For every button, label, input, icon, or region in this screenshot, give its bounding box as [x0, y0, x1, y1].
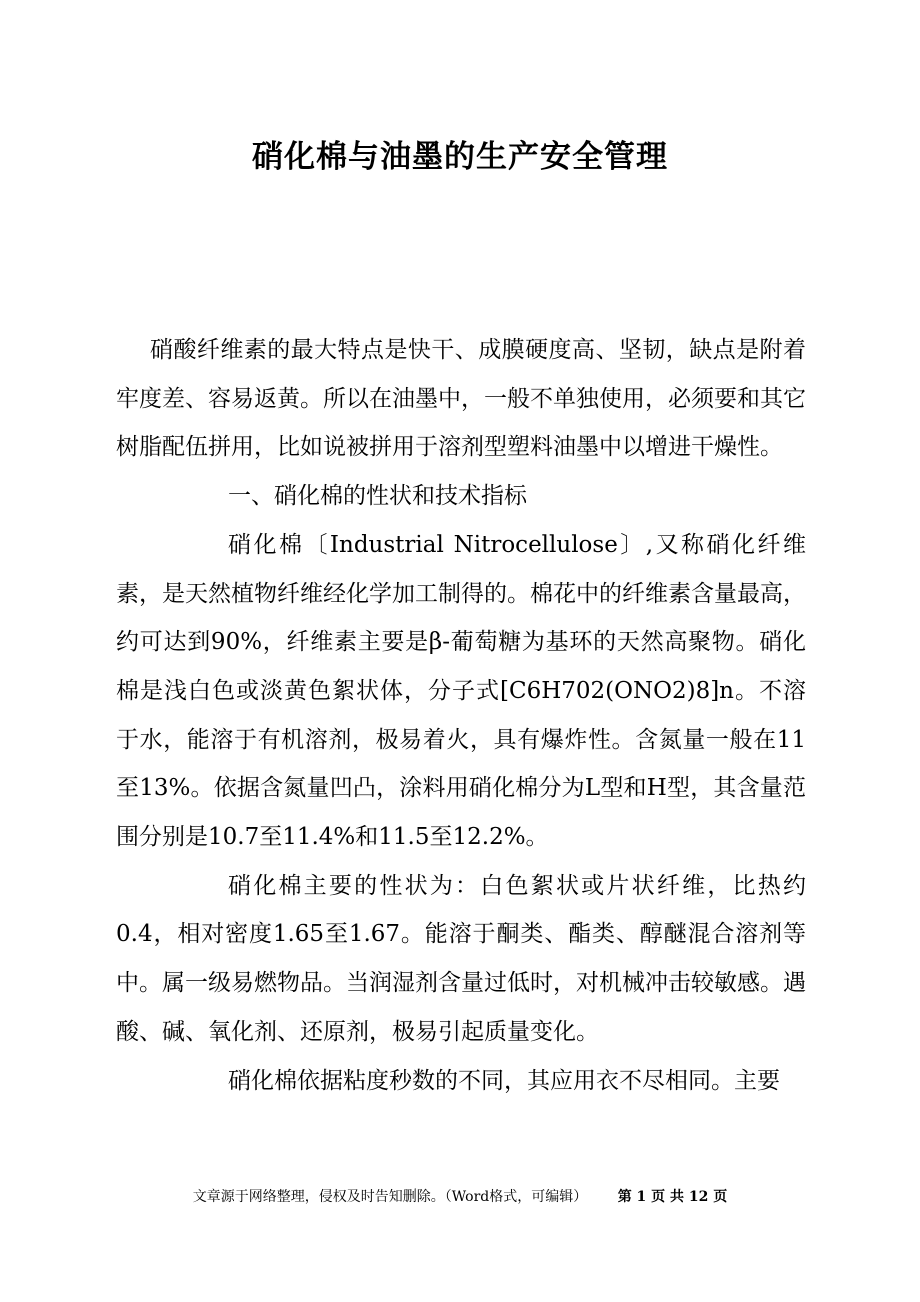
- page-counter: 第 1 页 共 12 页: [617, 1189, 728, 1205]
- document-title: 硝化棉与油墨的生产安全管理: [252, 139, 668, 175]
- document-body: [116, 326, 806, 1105]
- paragraph-definition: 硝化棉〔Industrial Nitrocellulose〕,又称硝化纤维素，是天然植物纤维经化学加工制得的。棉花中的纤维素含量最高，约可达到90%，纤维素主要是β-葡萄糖为基环的天然高聚物。硝化棉是浅白色或淡黄色絮状体，分子式[C6H702(ONO2)8]n。不溶于水，能溶于有机溶剂，极易着火，具有爆炸性。含氮量一般在11至13%。依据含氮量凹凸，涂料用硝化棉分为L型和H型，其含量范围分别是10.7至11.4%和11.5至12.2%。: [116, 531, 806, 851]
- footer-notice: 文章源于网络整理，侵权及时告知删除。（Word格式，可编辑）: [192, 1189, 588, 1205]
- section-heading: 一、硝化棉的性状和技术指标: [228, 483, 527, 510]
- paragraph-viscosity: 硝化棉依据粘度秒数的不同，其应用衣不尽相同。主要: [228, 1067, 780, 1094]
- paragraph-properties: 硝化棉主要的性状为：白色絮状或片状纤维，比热约0.4，相对密度1.65至1.67。能溶于酮类、酯类、醇醚混合溶剂等中。属一级易燃物品。当润湿剂含量过低时，对机械冲击较敏感。遇酸、碱、氧化剂、还原剂，极易引起质量变化。: [116, 872, 806, 1045]
- page-footer: [0, 1186, 920, 1208]
- paragraph-intro: 硝酸纤维素的最大特点是快干、成膜硬度高、坚韧，缺点是附着牢度差、容易返黄。所以在油墨中，一般不单独使用，必须要和其它树脂配伍拼用，比如说被拼用于溶剂型塑料油墨中以增进干燥性。: [116, 337, 806, 461]
